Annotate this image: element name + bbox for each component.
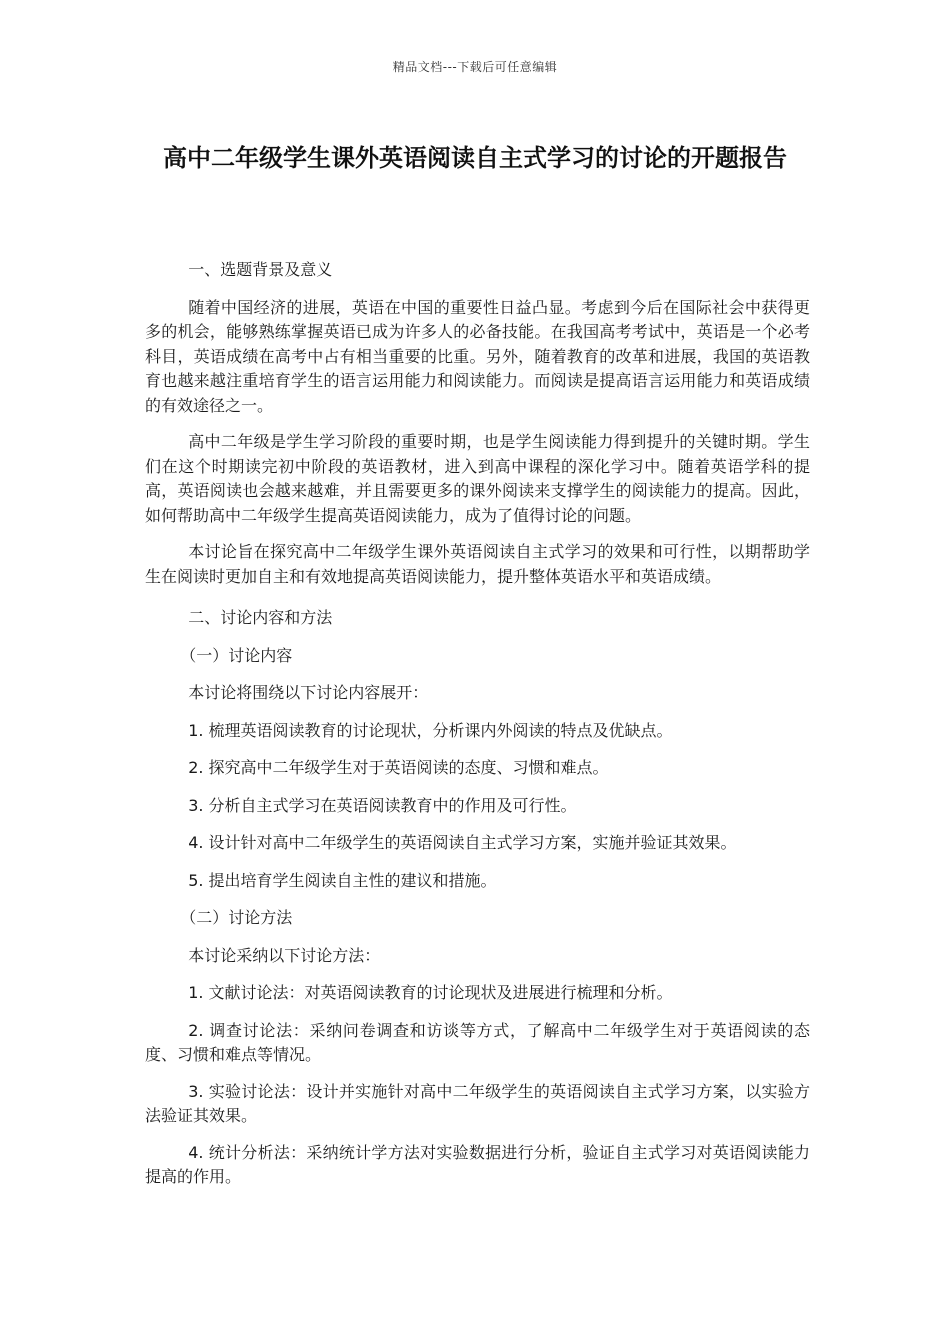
content-intro: 本讨论将围绕以下讨论内容展开： [188, 683, 429, 702]
list-item: 1. 梳理英语阅读教育的讨论现状，分析课内外阅读的特点及优缺点。 [188, 720, 673, 740]
header-note: 精品文档---下载后可任意编辑 [392, 60, 558, 74]
list-item: 3. 实验讨论法：设计并实施针对高中二年级学生的英语阅读自主式学习方案，以实验方法验证其效果。 [145, 1081, 810, 1125]
paragraph: 随着中国经济的进展，英语在中国的重要性日益凸显。考虑到今后在国际社会中获得更多的机会，能够熟练掌握英语已成为许多人的必备技能。在我国高考考试中，英语是一个必考科目，英语成绩在高考中占有相当重要的比重。另外，随着教育的改革和进展，我国的英语教育也越来越注重培育学生的语言运用能力和阅读能力。而阅读是提高语言运用能力和英语成绩的有效途径之一。 [145, 297, 810, 415]
section-heading-background: 一、选题背景及意义 [188, 260, 333, 279]
document-title: 高中二年级学生课外英语阅读自主式学习的讨论的开题报告 [163, 144, 787, 172]
list-item: 4. 设计针对高中二年级学生的英语阅读自主式学习方案，实施并验证其效果。 [188, 833, 737, 852]
list-item: 2. 探究高中二年级学生对于英语阅读的态度、习惯和难点。 [188, 758, 609, 777]
subheading-content: （一）讨论内容 [180, 645, 293, 665]
paragraph: 高中二年级是学生学习阶段的重要时期，也是学生阅读能力得到提升的关键时期。学生们在这个时期读完初中阶段的英语教材，进入到高中课程的深化学习中。随着英语学科的提高，英语阅读也会越来越难，并且需要更多的课外阅读来支撑学生的阅读能力的提高。因此，如何帮助高中二年级学生提高英语阅读能力，成为了值得讨论的问题。 [145, 432, 810, 525]
methods-intro: 本讨论采纳以下讨论方法： [188, 945, 381, 965]
subheading-methods: （二）讨论方法 [180, 908, 293, 927]
list-item: 5. 提出培育学生阅读自主性的建议和措施。 [188, 870, 497, 890]
list-item: 4. 统计分析法：采纳统计学方法对实验数据进行分析，验证自主式学习对英语阅读能力提高的作用。 [145, 1142, 810, 1186]
document-body [145, 258, 810, 1202]
paragraph: 本讨论旨在探究高中二年级学生课外英语阅读自主式学习的效果和可行性，以期帮助学生在阅读时更加自主和有效地提高英语阅读能力，提升整体英语水平和英语成绩。 [145, 542, 810, 586]
list-item: 3. 分析自主式学习在英语阅读教育中的作用及可行性。 [188, 795, 577, 815]
section-heading-content-methods: 二、讨论内容和方法 [188, 608, 333, 627]
list-item: 2. 调查讨论法：采纳问卷调查和访谈等方式，了解高中二年级学生对于英语阅读的态度、习惯和难点等情况。 [145, 1020, 810, 1064]
list-item: 1. 文献讨论法：对英语阅读教育的讨论现状及进展进行梳理和分析。 [188, 983, 673, 1002]
